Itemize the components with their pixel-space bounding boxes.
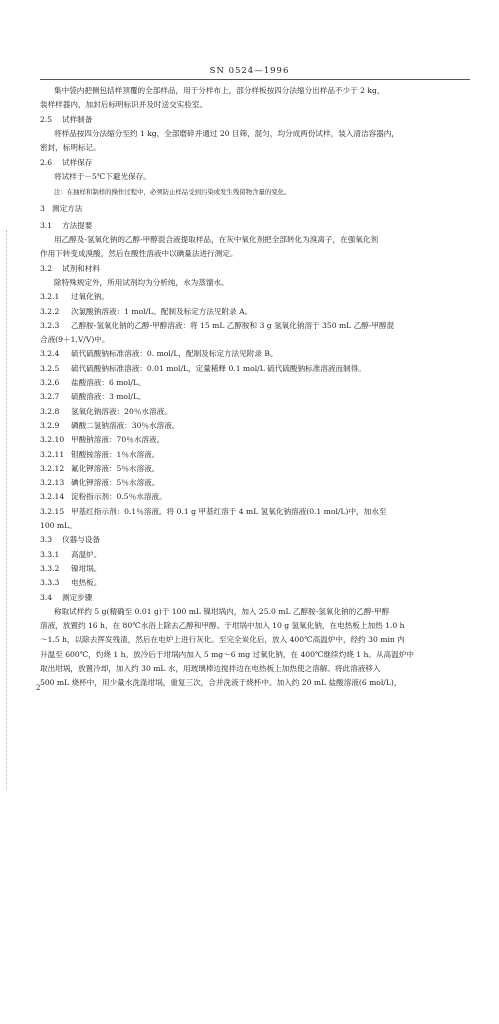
item-text-line: 氢氧化钠溶液：20％水溶液。 <box>71 406 172 416</box>
item-text-line: 镍坩埚。 <box>71 563 102 573</box>
item-number: 3.2.15 <box>40 506 65 516</box>
body-text-line: 密封，标明标记。 <box>40 143 101 153</box>
item-text-line: 氟化钾溶液：5％水溶液。 <box>71 463 160 473</box>
item-number: 3.3.2 <box>40 563 60 573</box>
item-number: 3.2.12 <box>40 463 65 473</box>
item-text-line: 盐酸溶液：6 mol/L。 <box>71 378 146 387</box>
body-text-line: 除特殊规定外，所用试剂均为分析纯，水为蒸馏水。 <box>54 277 229 287</box>
item-text-line: 磷酸二氢钠溶液：30％水溶液。 <box>71 420 180 430</box>
item-text-line: 硫酸溶液：3 mol/L。 <box>71 392 146 402</box>
item-number: 3.3.3 <box>40 578 60 588</box>
item-number: 3.2.3 <box>40 320 60 330</box>
item-text-line: 碘化钾溶液：5％水溶液。 <box>71 478 160 488</box>
clause-heading: 测定步骤 <box>62 592 93 602</box>
item-number: 3.2.14 <box>40 492 65 502</box>
item-number: 3.2.7 <box>40 392 60 402</box>
item-number: 3.2.6 <box>40 378 60 387</box>
header-rule <box>40 79 470 80</box>
item-text-line: 乙醇胺-氢氧化钠的乙醇-甲醇溶液：将 15 mL 乙醇胺和 3 g 氢氧化钠溶于 350 mL 乙醇-甲醇混 <box>71 320 395 330</box>
body-text-line: 溶液，放置约 16 h，在 80℃水浴上除去乙醇和甲醇。于坩埚中加入 10 g 氢氧化钠，在电热板上加热 1.0 h <box>40 621 405 631</box>
item-text-line: 甲基红指示剂：0.1％溶液。将 0.1 g 甲基红溶于 4 mL 氢氧化钠溶液(0.1 mol/L)中，加水至 <box>71 506 387 516</box>
item-number: 3.2.13 <box>40 478 65 488</box>
body-text-line: 装样样器内，加封后标明标识并及时送交实验室。 <box>40 100 208 110</box>
body-text-line: 将试样于－5℃下避光保存。 <box>54 171 151 181</box>
clause-heading: 试样制备 <box>62 114 93 124</box>
item-number: 3.2.11 <box>40 449 65 459</box>
body-text-line: 将样品按四分法缩分至约 1 kg，全部磨碎并通过 20 目筛，混匀，均分成两份试样，装入清洁容器内， <box>54 128 399 138</box>
item-text-line: 100 mL。 <box>40 521 77 530</box>
section-heading: 测定方法 <box>52 204 83 214</box>
clause-number: 3.4 <box>40 592 53 602</box>
clause-number: 3.2 <box>40 263 53 273</box>
item-text-line: 甲酸钠溶液：70％水溶液。 <box>71 435 165 445</box>
item-number: 3.2.2 <box>40 306 60 316</box>
item-number: 3.2.4 <box>40 349 60 359</box>
item-text-line: 钼酸铵溶液：1％水溶液。 <box>71 449 160 459</box>
clause-number: 3.3 <box>40 535 53 545</box>
clause-number: 3.1 <box>40 220 53 230</box>
body-text-line: 取出坩埚，放置冷却，加入约 30 mL 水，用玻璃棒边搅拌边在电热板上加热使之溶解。将此溶液移入 <box>40 664 381 673</box>
item-number: 3.2.1 <box>40 292 60 302</box>
item-number: 3.2.10 <box>40 435 65 445</box>
clause-heading: 仪器与设备 <box>62 535 100 545</box>
item-number: 3.3.1 <box>40 549 60 559</box>
item-number: 3.2.5 <box>40 363 60 373</box>
section-number: 3 <box>40 204 45 214</box>
body-text-line: 作用下转变成溴酸，然后在酸性溶液中以碘量法进行测定。 <box>40 249 238 259</box>
body-text-line: 用乙醇及-氢氧化钠的乙醇-甲醇混合液提取样品，在灰中氧化剂把全部转化为溴离子，在强氧化剂 <box>54 235 379 244</box>
body-text-line: 集中袋内把侧包括样顶覆的全部样品，用于分样布上，部分样板按四分法缩分出样品不少于 2 kg， <box>54 86 385 95</box>
item-text-line: 硫代硫酸钠标准溶液：0. mol/L，配制及标定方法见附录 B。 <box>71 349 278 359</box>
body-text-line: ～1.5 h，以除去挥发残渣，然后在电炉上进行灰化。至完全炭化后，放入 400℃高温炉中，经约 30 min 内 <box>40 635 405 645</box>
item-text-line: 硫代硫酸钠标准溶液：0.01 mol/L，定量稀释 0.1 mol/L 硫代硫酸钠标准溶液而制得。 <box>71 363 366 373</box>
clause-number: 2.5 <box>40 114 53 124</box>
item-text-line: 合液(9＋1,V/V)中。 <box>40 335 110 345</box>
clause-heading: 试剂和材料 <box>62 263 100 273</box>
clause-heading: 试样保存 <box>62 157 93 167</box>
item-text-line: 高温炉。 <box>71 549 102 559</box>
binding-edge <box>6 230 7 790</box>
body-text-line: 升温至 600℃，灼烧 1 h。放冷后于坩埚内加入 5 mg～6 mg 过氧化钠，在 400℃继续灼烧 1 h。从高温炉中 <box>40 649 414 659</box>
clause-heading: 方法提要 <box>62 220 93 230</box>
note-text: 注：在抽样和制样的操作过程中，必须防止样品受到污染或发生残留物含量的变化。 <box>54 188 291 197</box>
page-header-standard-no: SN 0524—1996 <box>209 66 290 76</box>
item-text-line: 过氧化钠。 <box>71 292 109 302</box>
body-text-line: 称取试样约 5 g(精确至 0.01 g)于 100 mL 镍坩埚内，加入 25.0 mL 乙醇胺-氢氧化钠的乙醇-甲醇 <box>54 606 390 616</box>
item-text-line: 淀粉指示剂：0.5％水溶液。 <box>71 492 167 502</box>
item-number: 3.2.8 <box>40 406 60 416</box>
clause-number: 2.6 <box>40 157 53 167</box>
item-text-line: 电热板。 <box>71 578 102 588</box>
body-text-line: 500 mL 烧杯中，用少量水洗涤坩埚，重复三次，合并洗液于烧杯中。加入约 20 mL 盐酸溶液(6 mol/L)， <box>40 678 402 688</box>
page-number: 2 <box>36 684 41 692</box>
item-text-line: 次氯酸钠溶液：1 mol/L。配制及标定方法见附录 A。 <box>71 306 253 316</box>
item-number: 3.2.9 <box>40 420 60 430</box>
